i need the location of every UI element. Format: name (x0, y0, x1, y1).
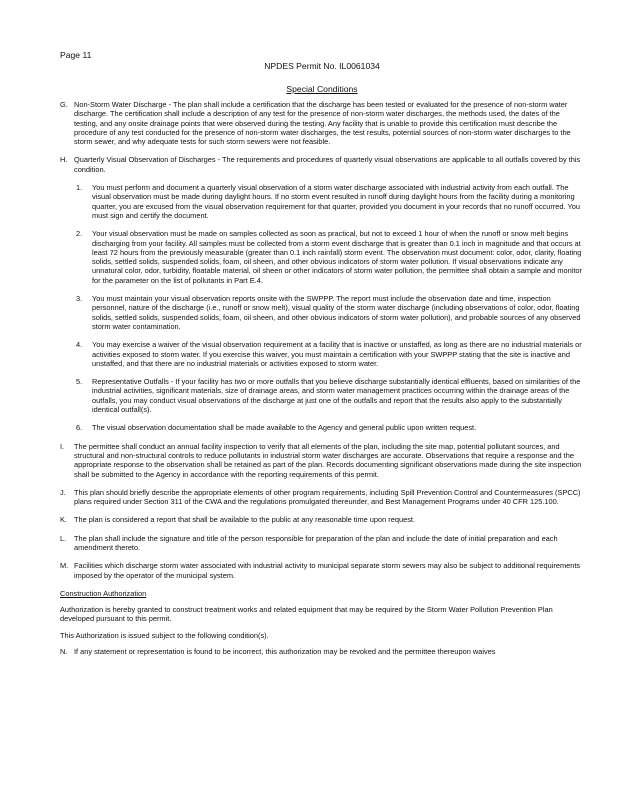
page-number: Page 11 (60, 50, 92, 60)
item-label: M. (60, 561, 69, 571)
condition-h-3 (76, 294, 584, 331)
item-text: Quarterly Visual Observation of Discharges - The requirements and procedures of quarterly visual observations are applicable to all outfalls covered by this condition. (74, 155, 581, 174)
condition-h-4 (76, 340, 584, 368)
item-text: The plan is considered a report that shall be available to the public at any reasonable time upon request. (74, 515, 416, 525)
condition-h-1 (76, 183, 584, 220)
construction-paragraph: Authorization is hereby granted to construct treatment works and related equipment that may be required by the Storm Water Pollution Prevention Plan developed pursuant to this permit. (60, 605, 553, 624)
subitem-text: You may exercise a waiver of the visual observation requirement at a facility that is inactive or unstaffed, as long as there are no industrial materials or activities exposed to storm water. If you exercise this waiver, you must maintain a certification with your SWPPP stating that the site is inactive and unstaffed, and that there are no industrial materials or activities exposed to storm water. (92, 340, 582, 368)
item-text: If any statement or representation is found to be incorrect, this authorization may be revoked and the permittee thereupon waives (74, 647, 496, 657)
subitem-number: 1. (76, 183, 83, 193)
subitem-text: You must perform and document a quarterly visual observation of a storm water discharge associated with industrial activity from each outfall. The visual observation must be made during daylight hours. If no storm event resulted in runoff during daylight hours from the facility during a monitoring quarter, you are excused from the visual observation requirement for that quarter, provided you document in your records that no runoff occurred. You must sign and certify the document. (92, 183, 580, 220)
condition-h-5 (76, 377, 584, 414)
subitem-text: Representative Outfalls - If your facility has two or more outfalls that you believe discharge substantially identical effluents, based on similarities of the industrial activities, significant materials, size of drainage areas, and storm water management practices occurring within the drainage areas of the outfalls, you may conduct visual observations of the discharge at just one of the outfalls and report that the results also apply to the substantially identical outfall(s). (92, 377, 581, 415)
condition-h-6 (76, 423, 584, 432)
subitem-number: 5. (76, 377, 83, 387)
item-text: The permittee shall conduct an annual facility inspection to verify that all elements of the plan, including the site map, potential pollutant sources, and structural and non-structural controls to reduce pollutants in industrial storm water discharges are accurate. Observations that require a response and the appropriate response to the observation shall be retained as part of the plan. Records documenting significant observations made during the site inspection shall be submitted to the Agency in accordance with the reporting requirements of this permit. (74, 441, 582, 479)
subitem-text: You must maintain your visual observation reports onsite with the SWPPP. The report must include the observation date and time, inspection personnel, nature of the discharge (i.e., runoff or snow melt), visual quality of the storm water discharge (including observations of color, odor, floating solids, settled solids, suspended solids, foam, oil sheen, and other obvious indicators of storm water pollution), and probable sources of any observed storm water contamination. (92, 294, 581, 331)
item-text: Non-Storm Water Discharge - The plan shall include a certification that the discharge has been tested or evaluated for the presence of non-storm water discharge. The certification shall include a description of any test for the presence of non-storm water discharges, the methods used, the dates of the testing, and any onsite drainage points that were observed during the testing. Any facility that is unable to provide this certification must describe the procedure of any test conducted for the presence of non-storm water discharges, the test results, potential sources of non-storm water discharges to the storm sewer, and why adequate tests for such storm sewers were not feasible. (74, 100, 571, 147)
item-text: The plan shall include the signature and title of the person responsible for preparation of the plan and include the date of initial preparation and each amendment thereto. (74, 533, 558, 552)
item-label: K. (60, 515, 67, 525)
construction-authorization-title: Construction Authorization (60, 588, 147, 598)
item-label: I. (60, 441, 65, 451)
subitem-number: 6. (76, 423, 83, 433)
section-heading: Special Conditions (286, 84, 358, 94)
condition-k (60, 515, 584, 524)
item-label: L. (60, 533, 67, 543)
condition-h (60, 155, 584, 174)
subitem-number: 3. (76, 294, 83, 304)
item-label: J. (60, 487, 66, 497)
condition-j (60, 488, 584, 507)
item-text: This plan should briefly describe the appropriate elements of other program requirements, including Spill Prevention Control and Countermeasures (SPCC) plans required under Section 311 of the CWA and the regulations promulgated thereunder, and Best Management Programs under 40 CFR 125.100. (74, 487, 581, 507)
condition-n (60, 647, 584, 656)
subitem-number: 4. (76, 340, 83, 350)
condition-g (60, 100, 584, 146)
permit-number: NPDES Permit No. IL0061034 (264, 61, 380, 71)
item-label: G. (60, 100, 68, 109)
item-label: H. (60, 155, 68, 165)
condition-l (60, 534, 584, 553)
condition-m (60, 561, 584, 580)
condition-h-2 (76, 229, 584, 285)
item-label: N. (60, 647, 68, 657)
item-text: Facilities which discharge storm water associated with industrial activity to municipal separate storm sewers may also be subject to additional requirements imposed by the operator of the municipal system. (74, 561, 581, 580)
subitem-text: The visual observation documentation shall be made available to the Agency and general public upon written request. (92, 423, 477, 433)
construction-conditions-intro: This Authorization is issued subject to the following condition(s). (60, 630, 269, 640)
subitem-number: 2. (76, 229, 83, 239)
condition-i (60, 442, 584, 479)
subitem-text: Your visual observation must be made on samples collected as soon as practical, but not to exceed 1 hour of when the runoff or snow melt begins discharging from your facility. All samples must be collected from a storm event discharge that is greater than 0.1 inch in magnitude and that occurs at least 72 hours from the previously measurable (greater than 0.1 inch rainfall) storm event. The observation must document: color, odor, clarity, floating solids, settled solids, suspended solids, foam, oil sheen, and other obvious indicators of storm water pollution. If visual observations indicate any unnatural color, odor, turbidity, floatable material, oil sheen or other indicators of storm water pollution, the permittee shall obtain a sample and monitor for the parameter on the list of pollutants in Part E.4. (92, 229, 582, 285)
